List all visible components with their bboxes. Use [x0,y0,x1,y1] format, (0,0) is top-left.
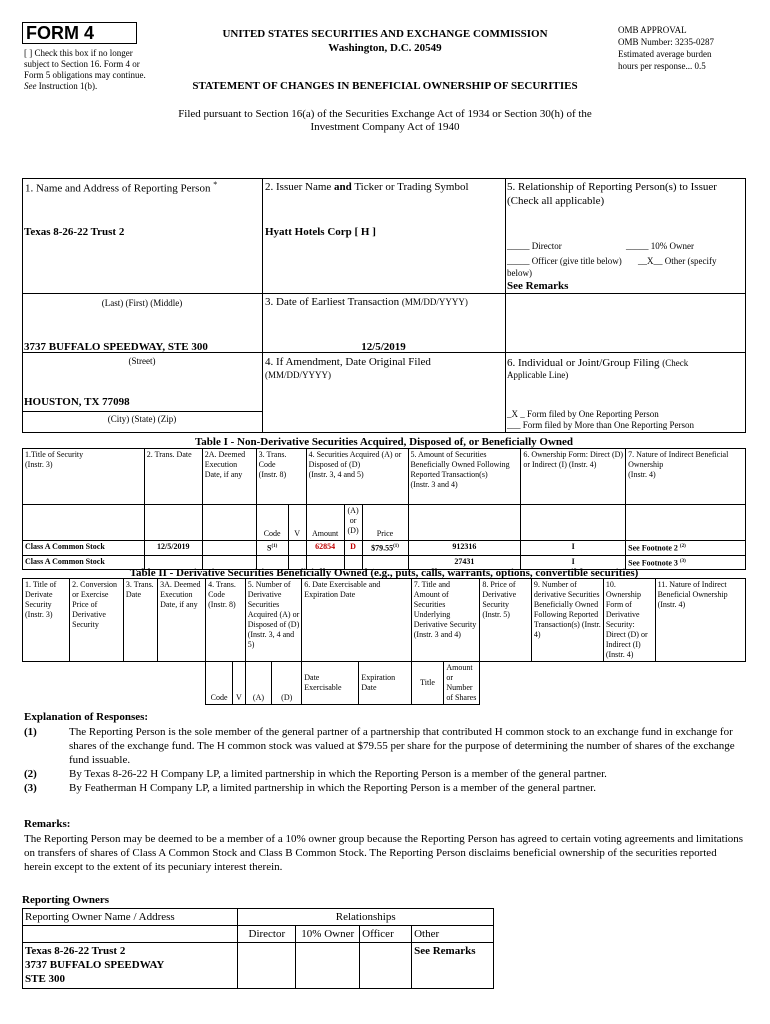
checkbox-note: [ ] Check this box if no longer subject to Section 16. Form 4 or Form 5 obligations may continue. See Instruction 1(b). [24,48,146,91]
table2 [22,578,746,705]
relationship-other: __X__ Other (specify [638,256,717,266]
relationship-officer: _____ Officer (give title below) [507,256,622,266]
name-caption: (Last) (First) (Middle) [101,298,183,308]
t2-expiration-date: Expiration Date [359,662,411,705]
box5-label: 5. Relationship of Reporting Person(s) to Issuer (Check all applicable) [507,181,717,207]
filed-pursuant: Filed pursuant to Section 16(a) of the Securities Exchange Act of 1934 or Section 30(h) of the Investment Company Act of 1940 [178,108,592,133]
t1-h7: 7. Nature of Indirect Beneficial Ownership (Instr. 4) [626,449,746,505]
explanation-title: Explanation of Responses: [24,711,149,723]
owners-col-relationships: Relationships [238,909,494,926]
omb-approval: OMB APPROVAL OMB Number: 3235-0287 Estimated average burden hours per response... 0.5 [618,25,714,71]
t2-h9: 9. Number of derivative Securities Beneficially Owned Following Reported Transaction(s) (Instr. 4) [531,579,603,662]
t2-h6: 6. Date Exercisable and Expiration Date [302,579,412,662]
t2-h3: 3. Trans. Date [123,579,157,662]
box4-label: 4. If Amendment, Date Original Filed [265,356,431,368]
t1-h2a: 2A. Deemed Execution Date, if any [202,449,256,505]
footnote-3: (3) By Featherman H Company LP, a limited partnership in which the Reporting Person is a member of the general partner. [24,782,596,794]
owner-other-value: See Remarks [412,943,494,989]
t1-h6: 6. Ownership Form: Direct (D) or Indirect (I) (Instr. 4) [521,449,626,505]
owners-col-name: Reporting Owner Name / Address [23,909,238,926]
city-caption: (City) (State) (Zip) [107,414,177,424]
relationship-see-remarks: See Remarks [507,280,569,292]
t1-h5: 5. Amount of Securities Beneficially Owned Following Reported Transaction(s) (Instr. 3 and 4) [408,449,521,505]
t2-a-header: (A) [245,662,272,705]
owners-table [22,908,494,989]
owner-name-address: Texas 8-26-22 Trust 2 3737 BUFFALO SPEEDWAY STE 300 [23,943,238,989]
box2-label: 2. Issuer Name and Ticker or Trading Symbol [265,181,469,193]
t1-price-header: Price [362,505,408,541]
t2-h5: 5. Number of Derivative Securities Acquired (A) or Disposed of (D) (Instr. 3, 4 and 5) [245,579,302,662]
t2-h3a: 3A. Deemed Execution Date, if any [158,579,206,662]
t2-h1: 1. Title of Derivate Security (Instr. 3) [23,579,70,662]
owners-title: Reporting Owners [22,894,110,906]
t2-code-header: Code [206,662,233,705]
street-caption: (Street) [128,356,156,366]
table-row: Class A Common Stock 12/5/2019 $S^{(1)}$ 62854 D $79.55$^{(1)}$ 912316 I See Footnote 2 $^{(2)}$ [23,541,746,556]
t2-h11: 11. Nature of Indirect Beneficial Ownership (Instr. 4) [655,579,745,662]
t2-title-header: Title [411,662,444,705]
t2-h10: 10. Ownership Form of Derivative Security: Direct (D) or Indirect (I) (Instr. 4) [603,579,655,662]
table1 [22,448,746,570]
relationship-below: below) [507,268,532,278]
t1-aord-header: (A) or (D) [344,505,362,541]
agency-name: UNITED STATES SECURITIES AND EXCHANGE COMMISSION [222,28,548,40]
remarks-title: Remarks: [24,818,71,830]
t2-amount-header: Amount or Number of Shares [444,662,480,705]
reporting-person-city: HOUSTON, TX 77098 [24,396,130,408]
issuer-name: Hyatt Hotels Corp [ H ] [265,226,376,238]
t1-h4: 4. Securities Acquired (A) or Disposed of (D) (Instr. 3, 4 and 5) [306,449,408,505]
remarks-text: The Reporting Person may be deemed to be a member of a 10% owner group because the Reporting Person has agreed to certain voting agreements and limitations on transfers of shares of Class A Common Stock and Class B Common Stock. The Reporting Person disclaims beneficial ownership of the securities reported herein except to the extent of its pecuniary interest therein. [24,833,744,873]
table2-title: Table II - Derivative Securities Beneficially Owned (e.g., puts, calls, warrants, options, convertible securities) [129,567,639,579]
relationship-director: _____ Director [507,241,562,251]
owners-other: Other [412,926,494,943]
box4-format: (MM/DD/YYYY) [265,370,331,380]
box6-label: 6. Individual or Joint/Group Filing (Check [507,357,689,369]
filing-one-person: _X _ Form filed by One Reporting Person [507,409,659,419]
filing-more-persons: ___ Form filed by More than One Reporting Person [507,420,694,430]
t2-v-header: V [233,662,246,705]
owners-director: Director [238,926,296,943]
t2-h2: 2. Conversion or Exercise Price of Derivative Security [70,579,124,662]
box3-label: 3. Date of Earliest Transaction (MM/DD/YYYY) [265,296,468,308]
box6-applicable: Applicable Line) [507,370,569,380]
reporting-person-name: Texas 8-26-22 Trust 2 [24,226,125,238]
t2-d-header: (D) [272,662,302,705]
reporting-person-street: 3737 BUFFALO SPEEDWAY, STE 300 [24,341,208,353]
owners-officer: Officer [360,926,412,943]
t1-v-header: V [288,505,306,541]
footnote-1: (1) The Reporting Person is the sole member of the general partner of a partnership that contributed H common stock to an exchange fund in exchange for shares of the exchange fund. The H common stock was valued at $79.55 per share for the purpose of determining the number of shares of the exchange fund issuable. [24,726,735,766]
relationship-ten-pct: _____ 10% Owner [626,241,694,251]
t2-date-exercisable: Date Exercisable [302,662,359,705]
t1-h2: 2. Trans. Date [144,449,202,505]
explanation-list [24,725,744,795]
t2-h8: 8. Price of Derivative Security (Instr. 5) [480,579,532,662]
statement-title: STATEMENT OF CHANGES IN BENEFICIAL OWNERSHIP OF SECURITIES [192,80,578,92]
t1-amount-header: Amount [306,505,344,541]
form-title: FORM 4 [22,22,137,44]
table-row: Class A Common Stock 27431 I See Footnote 3 $^{(3)}$ [23,555,746,570]
earliest-transaction-date: 12/5/2019 [361,341,406,353]
t1-code-header: Code [256,505,288,541]
t1-h1: 1.Title of Security (Instr. 3) [23,449,145,505]
table1-title: Table I - Non-Derivative Securities Acquired, Disposed of, or Beneficially Owned [194,436,574,448]
t1-h3: 3. Trans. Code (Instr. 8) [256,449,306,505]
box1-label: 1. Name and Address of Reporting Person * [25,180,218,195]
t2-h4: 4. Trans. Code (Instr. 8) [206,579,246,662]
agency-location: Washington, D.C. 20549 [328,42,442,54]
footnote-2: (2) By Texas 8-26-22 H Company LP, a limited partnership in which the Reporting Person is a member of the general partner. [24,768,607,780]
t2-h7: 7. Title and Amount of Securities Underlying Derivative Security (Instr. 3 and 4) [411,579,480,662]
owners-ten-pct: 10% Owner [296,926,360,943]
